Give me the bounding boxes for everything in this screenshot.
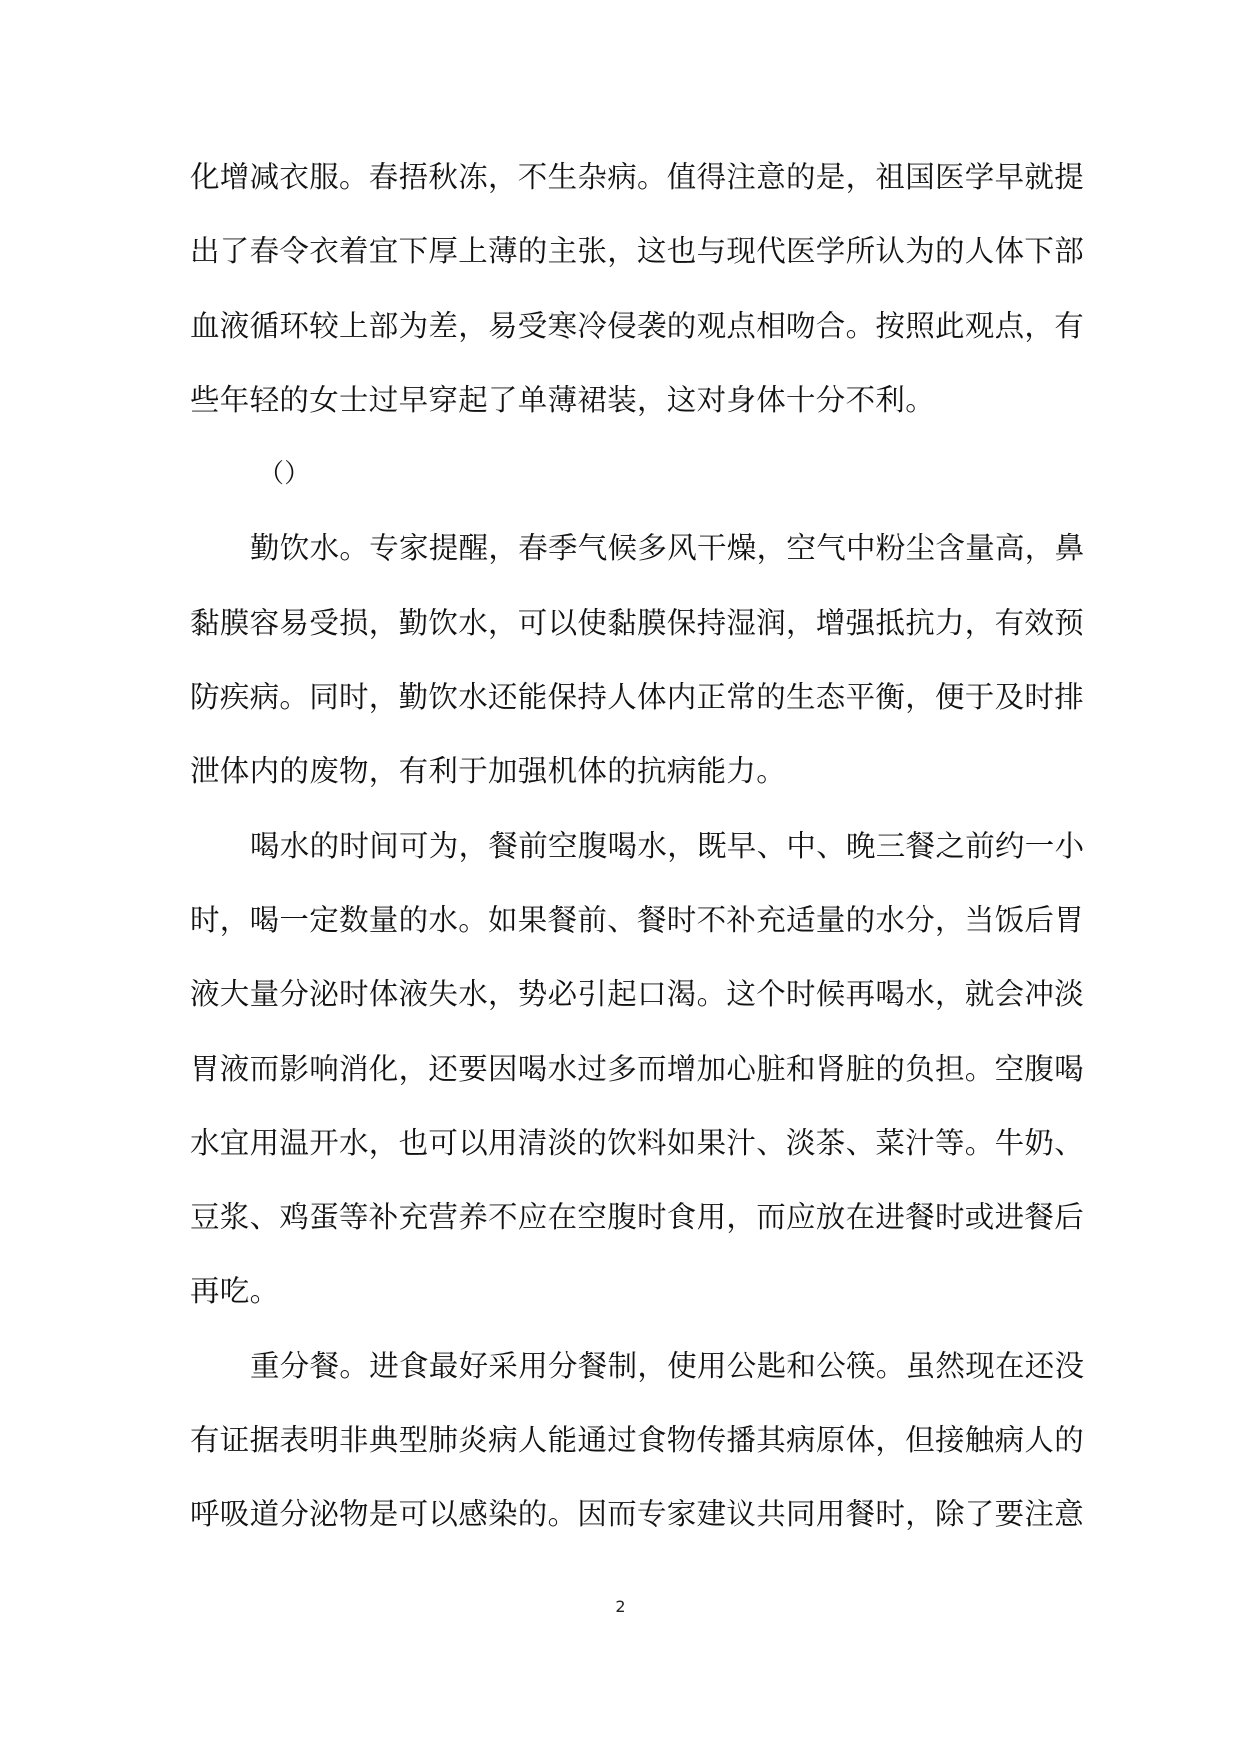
text-line: 胃液而影响消化，还要因喝水过多而增加心脏和肾脏的负担。空腹喝: [190, 1051, 1085, 1086]
paragraph-drinking-time: [190, 809, 1085, 1329]
text-line: 黏膜容易受损，勤饮水，可以使黏膜保持湿润，增强抵抗力，有效预: [190, 605, 1085, 640]
text-line: 水宜用温开水，也可以用清淡的饮料如果汁、淡茶、菜汁等。牛奶、: [190, 1125, 1085, 1160]
body-text: [190, 140, 1085, 1552]
page-number: 2: [615, 1597, 626, 1616]
text-line: 泄体内的废物，有利于加强机体的抗病能力。: [190, 754, 787, 789]
text-line: 些年轻的女士过早穿起了单薄裙装，这对身体十分不利。: [190, 382, 936, 417]
paragraph-clothing: [190, 140, 1085, 437]
text-line: 有证据表明非典型肺炎病人能通过食物传播其病原体，但接触病人的: [190, 1423, 1085, 1458]
text-line: （）: [258, 459, 311, 490]
paragraph-separate-meals: [190, 1329, 1085, 1552]
text-line: 液大量分泌时体液失水，势必引起口渴。这个时候再喝水，就会冲淡: [190, 977, 1085, 1012]
text-line: 再吃。: [190, 1274, 280, 1309]
text-line: 血液循环较上部为差，易受寒冷侵袭的观点相吻合。按照此观点，有: [190, 308, 1085, 343]
paragraph-parentheses: [190, 437, 1070, 511]
text-line: 呼吸道分泌物是可以感染的。因而专家建议共同用餐时，除了要注意: [190, 1497, 1085, 1532]
text-line: 重分餐。进食最好采用分餐制，使用公匙和公筷。虽然现在还没: [250, 1348, 1085, 1383]
text-line: 喝水的时间可为，餐前空腹喝水，既早、中、晚三餐之前约一小: [250, 828, 1085, 863]
text-line: 勤饮水。专家提醒，春季气候多风干燥，空气中粉尘含量高，鼻: [250, 531, 1085, 566]
paragraph-drink-water: [190, 511, 1085, 808]
text-line: 化增减衣服。春捂秋冻，不生杂病。值得注意的是，祖国医学早就提: [190, 160, 1085, 194]
text-line: 防疾病。同时，勤饮水还能保持人体内正常的生态平衡，便于及时排: [190, 680, 1085, 715]
text-line: 时，喝一定数量的水。如果餐前、餐时不补充适量的水分，当饭后胃: [190, 902, 1085, 937]
text-line: 豆浆、鸡蛋等补充营养不应在空腹时食用，而应放在进餐时或进餐后: [190, 1200, 1085, 1235]
text-line: 出了春令衣着宜下厚上薄的主张，这也与现代医学所认为的人体下部: [190, 234, 1085, 269]
